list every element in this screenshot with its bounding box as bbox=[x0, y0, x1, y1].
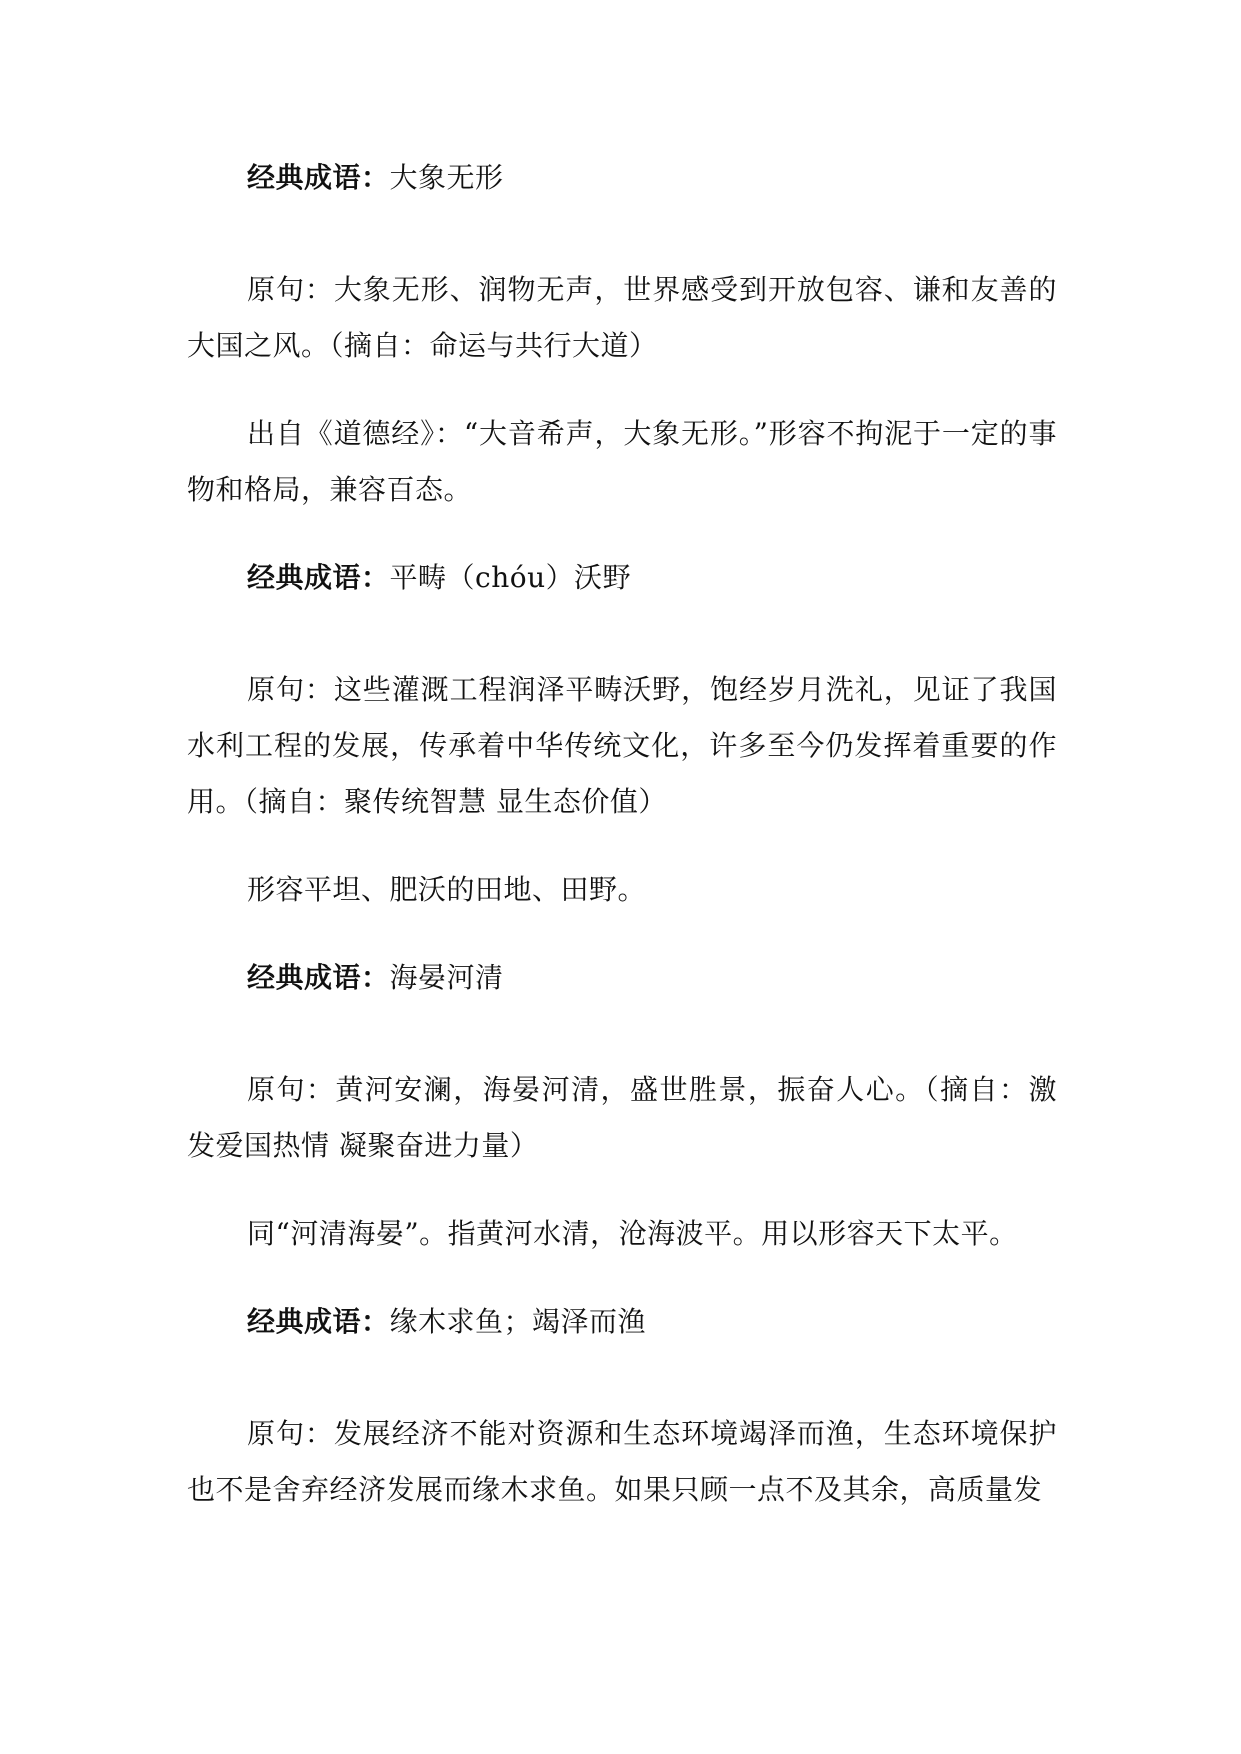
heading-colon: ： bbox=[361, 161, 390, 194]
idiom-heading bbox=[187, 950, 1057, 1006]
quote-paragraph: 原句：这些灌溉工程润泽平畴沃野，饱经岁月洗礼，见证了我国水利工程的发展，传承着中华传统文化，许多至今仍发挥着重要的作用。（摘自：聚传统智慧 显生态价值） bbox=[187, 673, 1057, 818]
heading-label: 经典成语 bbox=[247, 961, 362, 994]
idiom-title: 大象无形 bbox=[389, 161, 504, 194]
idiom-heading bbox=[187, 150, 1057, 206]
quote-paragraph: 原句：黄河安澜，海晏河清，盛世胜景，振奋人心。（摘自：激发爱国热情 凝聚奋进力量） bbox=[187, 1073, 1057, 1162]
heading-label: 经典成语 bbox=[247, 1305, 362, 1338]
heading-label: 经典成语 bbox=[247, 161, 362, 194]
idiom-heading bbox=[187, 1294, 1057, 1350]
idiom-title: 缘木求鱼；竭泽而渔 bbox=[389, 1305, 647, 1338]
idiom-heading bbox=[187, 550, 1057, 606]
explanation-paragraph: 出自《道德经》：“大音希声，大象无形。”形容不拘泥于一定的事物和格局，兼容百态。 bbox=[187, 417, 1057, 506]
idiom-title: 平畴（chóu）沃野 bbox=[389, 561, 632, 594]
document-body bbox=[187, 150, 1057, 1550]
heading-colon: ： bbox=[361, 1305, 390, 1338]
heading-label: 经典成语 bbox=[247, 561, 362, 594]
heading-colon: ： bbox=[361, 561, 390, 594]
explanation-paragraph: 同“河清海晏”。指黄河水清，沧海波平。用以形容天下太平。 bbox=[247, 1217, 1018, 1250]
idiom-title: 海晏河清 bbox=[389, 961, 504, 994]
quote-paragraph: 原句：发展经济不能对资源和生态环境竭泽而渔，生态环境保护也不是舍弃经济发展而缘木求鱼。如果只顾一点不及其余，高质量发 bbox=[187, 1417, 1057, 1506]
quote-paragraph: 原句：大象无形、润物无声，世界感受到开放包容、谦和友善的大国之风。（摘自：命运与共行大道） bbox=[187, 273, 1057, 362]
heading-colon: ： bbox=[361, 961, 390, 994]
explanation-paragraph: 形容平坦、肥沃的田地、田野。 bbox=[247, 873, 647, 906]
